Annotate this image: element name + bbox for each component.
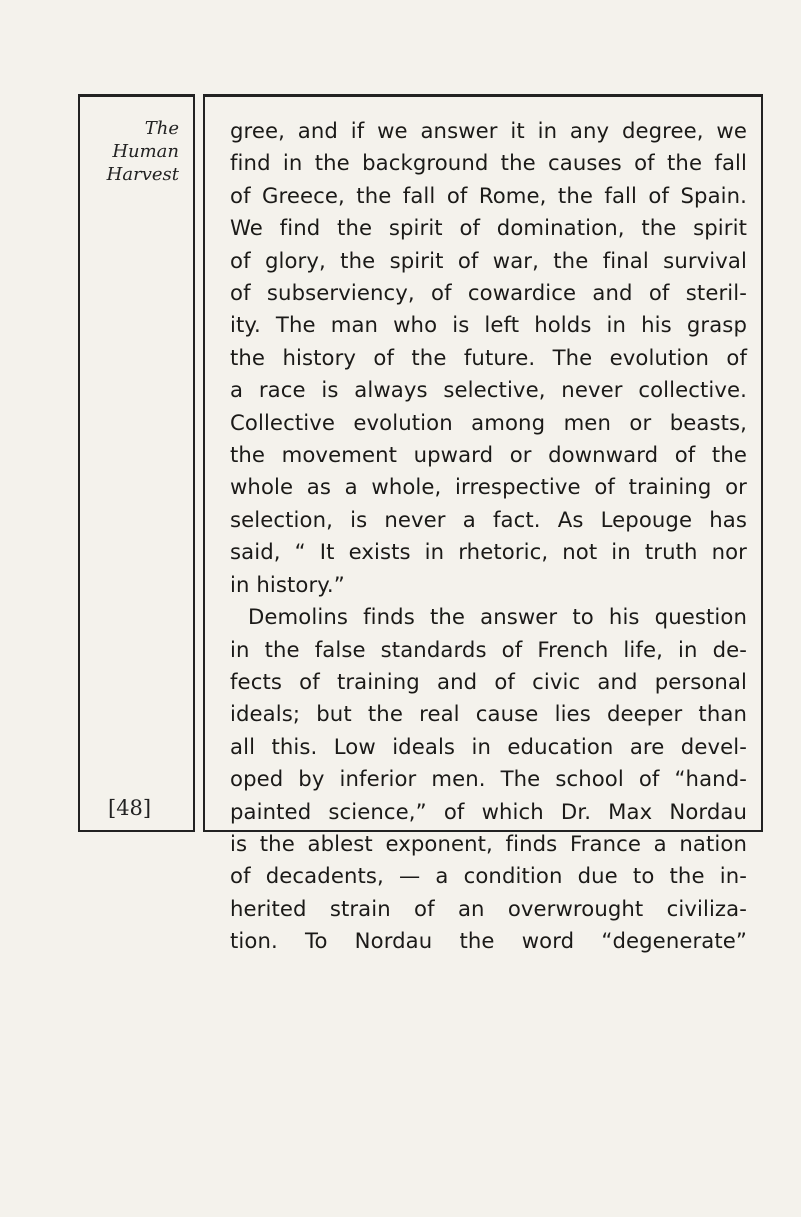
text-line: in the false standards of French life, in de- [230,636,747,662]
text-line: in history.” [230,571,345,597]
page-number: [48] [108,796,152,820]
text-line: Demolins finds the answer to his question [248,604,747,630]
text-line: ideals; but the real cause lies deeper than [230,701,747,727]
text-line: find in the background the causes of the fall [230,150,747,176]
text-line: said, “ It exists in rhetoric, not in truth nor [230,539,747,565]
text-line: ity. The man who is left holds in his grasp [230,312,747,338]
running-title [107,117,179,186]
text-line: fects of training and of civic and personal [230,668,747,694]
text-line: tion. To Nordau the word “degenerate” [230,928,747,954]
text-line: herited strain of an overwrought civiliza- [230,895,747,921]
running-title-line: Human [112,141,179,162]
text-line: of decadents, — a condition due to the in- [230,863,747,889]
text-line: the history of the future. The evolution of [230,344,747,370]
text-line: whole as a whole, irrespective of training or [230,474,747,500]
text-line: gree, and if we answer it in any degree, we [230,118,747,143]
text-line: selection, is never a fact. As Lepouge has [230,506,747,532]
text-line: of subserviency, of cowardice and of steril- [230,280,747,306]
text-line: all this. Low ideals in education are devel- [230,733,747,759]
text-line: of glory, the spirit of war, the final survival [230,247,747,273]
main-text-box [203,94,763,954]
text-line: is the ablest exponent, finds France a nation [230,830,747,856]
text-line: Collective evolution among men or beasts, [230,409,747,435]
text-line: oped by inferior men. The school of “hand- [230,766,747,792]
text-line: painted science,” of which Dr. Max Nordau [230,798,747,824]
running-title-line: The [144,118,179,139]
running-title-line: Harvest [106,164,179,185]
text-line: of Greece, the fall of Rome, the fall of Spain. [230,182,747,208]
text-line: We find the spirit of domination, the spirit [230,215,747,241]
text-line: the movement upward or downward of the [230,442,747,468]
body-text [230,115,747,958]
margin-note-box [78,94,195,832]
text-line: a race is always selective, never collective. [230,377,747,403]
